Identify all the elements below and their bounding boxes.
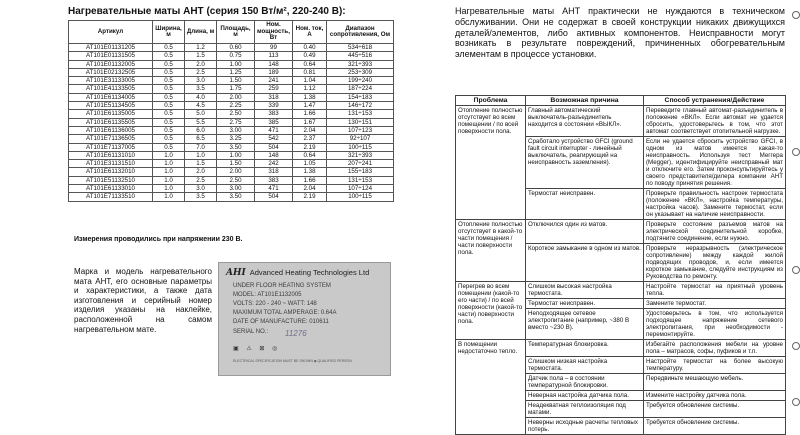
- spec-row: [69, 168, 394, 176]
- spec-cell: 4.5: [185, 102, 217, 110]
- spec-cell: 0.5: [153, 126, 185, 134]
- spec-cell: AT101E71133510: [69, 193, 153, 201]
- action-cell: Измените настройку датчика пола.: [644, 391, 786, 401]
- label-company: Advanced Heating Technologies Ltd: [249, 268, 370, 277]
- spec-cell: 4.0: [185, 93, 217, 101]
- spec-cell: 2.0: [185, 60, 217, 68]
- spec-cell: 1.04: [293, 77, 327, 85]
- spec-cell: 471: [255, 185, 293, 193]
- spec-cell: 1.0: [153, 160, 185, 168]
- spec-cell: 1.00: [217, 60, 255, 68]
- spec-cell: 1.47: [293, 102, 327, 110]
- action-cell: Избегайте расположения мебели на уровне пола – матрасов, софы, пуфиков и т.п.: [644, 340, 786, 357]
- spec-cell: 3.0: [185, 77, 217, 85]
- spec-cell: 1.05: [293, 160, 327, 168]
- problem-cell: Отопление полностью отсутствует в какой-то части помещения / части поверхности пола.: [456, 220, 526, 282]
- action-cell: Удостоверьтесь в том, что используется подходящее напряжение сетевого электропитания, при необходимости - перемонтируйте.: [644, 309, 786, 340]
- spec-row: [69, 102, 394, 110]
- spec-cell: 2.19: [293, 143, 327, 151]
- spec-row: [69, 52, 394, 60]
- spec-cell: 0.5: [153, 110, 185, 118]
- trouble-body: [456, 106, 786, 435]
- spec-cell: 321÷393: [327, 60, 394, 68]
- cause-cell: Отключился один из матов.: [526, 220, 644, 244]
- spec-row: [69, 135, 394, 143]
- spec-cell: 321÷393: [327, 151, 394, 159]
- spec-cell: 0.5: [153, 68, 185, 76]
- spec-cell: 92÷107: [327, 135, 394, 143]
- spec-cell: 7.0: [185, 143, 217, 151]
- spec-cell: 199÷240: [327, 77, 394, 85]
- spec-cell: 0.64: [293, 151, 327, 159]
- spec-cell: 259: [255, 85, 293, 93]
- spec-cell: 0.40: [293, 44, 327, 52]
- spec-cell: AT101E02132505: [69, 68, 153, 76]
- problem-cell: В помещении недостаточно тепло.: [456, 340, 526, 435]
- spec-cell: AT101E41133505: [69, 85, 153, 93]
- brand-logo: AHI: [226, 268, 246, 278]
- spec-row: [69, 44, 394, 52]
- spec-row: [69, 85, 394, 93]
- spec-cell: 154÷183: [327, 93, 394, 101]
- spec-cell: 5.5: [185, 118, 217, 126]
- scroll-marker-icon[interactable]: [792, 398, 800, 406]
- action-cell: Требуется обновление системы.: [644, 401, 786, 418]
- spec-cell: 148: [255, 151, 293, 159]
- spec-cell: 2.00: [217, 93, 255, 101]
- spec-cell: 0.60: [217, 44, 255, 52]
- spec-cell: 131÷153: [327, 176, 394, 184]
- spec-cell: 1.75: [217, 85, 255, 93]
- label-header: [226, 268, 369, 278]
- action-cell: Если не удается сбросить устройство GFCI, в одном из матов имеется какая-то неисправность. Используя тест Меггера (Megger), идентифицируйте неисправный мат и отключите его. Затем проконсультируйтесь у своего представителя/дилера компании AHT по поводу принятия решения.: [644, 137, 786, 189]
- cause-cell: Неверны исходные расчеты тепловых потерь.: [526, 418, 644, 435]
- cause-cell: Температурная блокировка.: [526, 340, 644, 357]
- label-line: MODEL: AT101E1132005: [233, 292, 302, 298]
- cause-cell: Неадекватная теплоизоляция под матами.: [526, 401, 644, 418]
- action-cell: Переведите главный автомат-разъединитель в положение «ВКЛ». Если автомат не удается сбросить, удостоверьтесь в том, что этот автомат соответствует отопительной нагрузке.: [644, 106, 786, 137]
- spec-cell: 383: [255, 176, 293, 184]
- spec-row: [69, 151, 394, 159]
- spec-cell: 3.00: [217, 126, 255, 134]
- spec-cell: 0.5: [153, 93, 185, 101]
- spec-cell: AT101E61133010: [69, 185, 153, 193]
- spec-row: [69, 143, 394, 151]
- spec-cell: 0.5: [153, 52, 185, 60]
- spec-cell: 187÷224: [327, 85, 394, 93]
- spec-cell: 146÷172: [327, 102, 394, 110]
- spec-cell: 445÷516: [327, 52, 394, 60]
- spec-row: [69, 77, 394, 85]
- spec-cell: 0.81: [293, 68, 327, 76]
- scroll-marker-icon[interactable]: [792, 266, 800, 274]
- label-line: VOLTS: 220 - 240 ~ WATT: 148: [233, 301, 317, 307]
- certification-icons: [233, 345, 353, 355]
- trouble-header-cell: Способ устранения/Действие: [644, 96, 786, 106]
- problem-cell: Перегрев во всем помещении (какой-то его части) / по всей поверхности (какой-то части) поверхности пола.: [456, 282, 526, 340]
- spec-cell: 534÷618: [327, 44, 394, 52]
- spec-cell: 148: [255, 60, 293, 68]
- spec-cell: 1.25: [217, 68, 255, 76]
- spec-cell: 1.12: [293, 85, 327, 93]
- action-cell: Замените термостат.: [644, 299, 786, 309]
- spec-cell: 2.75: [217, 118, 255, 126]
- spec-cell: 6.0: [185, 126, 217, 134]
- spec-cell: 1.0: [153, 185, 185, 193]
- spec-cell: AT101E01131505: [69, 52, 153, 60]
- spec-cell: 504: [255, 193, 293, 201]
- spec-cell: 2.19: [293, 193, 327, 201]
- spec-cell: 0.5: [153, 135, 185, 143]
- spec-cell: 1.5: [185, 160, 217, 168]
- spec-cell: 253÷309: [327, 68, 394, 76]
- handwritten-serial: 11276: [285, 329, 307, 338]
- spec-cell: AT101E51132510: [69, 176, 153, 184]
- cause-cell: Сработало устройство GFCI (ground fault circuit interrupter - линейный выключатель, реагирующий на неисправность заземления).: [526, 137, 644, 189]
- spec-cell: 2.50: [217, 110, 255, 118]
- spec-cell: 0.5: [153, 77, 185, 85]
- spec-cell: 383: [255, 110, 293, 118]
- spec-cell: AT101E61135505: [69, 118, 153, 126]
- spec-cell: 1.38: [293, 168, 327, 176]
- spec-row: [69, 160, 394, 168]
- spec-cell: 1.0: [153, 151, 185, 159]
- scroll-marker-icon[interactable]: [792, 342, 800, 350]
- scroll-marker-icon[interactable]: [792, 148, 800, 156]
- spec-header-cell: Длина, м: [185, 21, 217, 44]
- action-cell: Передвиньте мешающую мебель.: [644, 374, 786, 391]
- spec-cell: 1.00: [217, 151, 255, 159]
- spec-cell: AT101E71136505: [69, 135, 153, 143]
- mats-spec-table: [68, 20, 394, 202]
- spec-header-cell: Ном. ток, А: [293, 21, 327, 44]
- trouble-header-row: [456, 96, 786, 106]
- spec-header-row: [69, 21, 394, 44]
- spec-cell: 0.5: [153, 60, 185, 68]
- cause-cell: Датчик пола – в состоянии температурной блокировки.: [526, 374, 644, 391]
- trouble-header-cell: Возможная причина: [526, 96, 644, 106]
- measurement-note: Измерения проводились при напряжении 230 В.: [74, 236, 243, 243]
- action-cell: Настройте термостат на более высокую температуру.: [644, 357, 786, 374]
- spec-cell: 0.49: [293, 52, 327, 60]
- label-line: DATE OF MANUFACTURE: 010611: [233, 319, 329, 325]
- spec-cell: 3.5: [185, 193, 217, 201]
- spec-cell: 130÷151: [327, 118, 394, 126]
- spec-cell: 1.50: [217, 160, 255, 168]
- spec-cell: 1.0: [153, 168, 185, 176]
- spec-cell: 99: [255, 44, 293, 52]
- spec-cell: 5.0: [185, 110, 217, 118]
- label-line: SERIAL NO.:: [233, 329, 269, 335]
- spec-cell: AT101E31133005: [69, 77, 153, 85]
- spec-row: [69, 68, 394, 76]
- spec-header-cell: Ширина, м: [153, 21, 185, 44]
- spec-cell: 6.5: [185, 135, 217, 143]
- action-cell: Проверьте неразрывность (электрическое сопротивление) между каждой жилой подводящих проводов, и, если имеется короткое замыкание, следуйте инструкциям из Руководства по ремонту.: [644, 244, 786, 282]
- spec-header-cell: Площадь, м: [217, 21, 255, 44]
- spec-cell: AT101E51134505: [69, 102, 153, 110]
- marking-paragraph: Марка и модель нагревательного мата АНТ, его основные параметры и характеристики, а также дата изготовления и серийный номер изделия указаны на наклейке, расположенной на самом нагревательном мате.: [74, 267, 212, 334]
- trouble-row: [456, 106, 786, 137]
- action-cell: Требуется обновление системы.: [644, 418, 786, 435]
- spec-header-cell: Ном. мощность, Вт: [255, 21, 293, 44]
- spec-cell: 242: [255, 160, 293, 168]
- cause-cell: Слишком высокая настройка термостата.: [526, 282, 644, 299]
- spec-cell: 2.0: [185, 168, 217, 176]
- cause-cell: Главный автоматический выключатель-разъединитель находится в состоянии «ВЫКЛ».: [526, 106, 644, 137]
- spec-cell: 2.50: [217, 176, 255, 184]
- spec-cell: 1.5: [185, 52, 217, 60]
- spec-cell: AT101E61136005: [69, 126, 153, 134]
- spec-body: [69, 44, 394, 202]
- troubleshooting-table: [455, 95, 786, 435]
- spec-cell: AT101E01132005: [69, 60, 153, 68]
- spec-cell: 2.04: [293, 126, 327, 134]
- cause-cell: Слишком низкая настройка термостата.: [526, 357, 644, 374]
- spec-cell: 113: [255, 52, 293, 60]
- spec-cell: 3.5: [185, 85, 217, 93]
- spec-cell: 2.00: [217, 168, 255, 176]
- spec-cell: 131÷153: [327, 110, 394, 118]
- spec-header-cell: Диапазон сопротивления, Ом: [327, 21, 394, 44]
- spec-cell: 2.04: [293, 185, 327, 193]
- cause-cell: Неподходящее сетевое электропитание (например, ~380 В вместо ~230 В).: [526, 309, 644, 340]
- cause-cell: Термостат неисправен.: [526, 189, 644, 220]
- spec-cell: 542: [255, 135, 293, 143]
- trouble-row: [456, 282, 786, 299]
- spec-cell: 2.5: [185, 68, 217, 76]
- maintenance-intro: Нагревательные маты АНТ практически не нуждаются в техническом обслуживании. Они не содержат в своей конструкции никаких движущихся деталей/элементов, либо активных компонентов. Неисправности могут возникать в результате повреждений, причиненных обогревательным элементам в процессе установки.: [455, 6, 785, 60]
- label-fine-print: ELECTRICAL SPECIFICATION MUST BE SHOWN ◆ QUALIFIED PERSON: [233, 359, 352, 363]
- spec-cell: AT101E31131510: [69, 160, 153, 168]
- spec-cell: 207÷241: [327, 160, 394, 168]
- spec-cell: 3.50: [217, 193, 255, 201]
- spec-cell: 241: [255, 77, 293, 85]
- spec-cell: 1.50: [217, 77, 255, 85]
- spec-header-cell: Артикул: [69, 21, 153, 44]
- spec-row: [69, 110, 394, 118]
- spec-cell: 0.5: [153, 85, 185, 93]
- spec-cell: 0.5: [153, 44, 185, 52]
- spec-cell: 2.37: [293, 135, 327, 143]
- trouble-row: [456, 340, 786, 357]
- action-cell: Настройте термостат на приятный уровень тепла.: [644, 282, 786, 299]
- spec-cell: 155÷183: [327, 168, 394, 176]
- spec-row: [69, 93, 394, 101]
- spec-cell: 100÷115: [327, 143, 394, 151]
- ul-mark-icon: ◎: [272, 346, 278, 352]
- label-line: MAXIMUM TOTAL AMPERAGE: 0.64A: [233, 310, 337, 316]
- trouble-header-cell: Проблема: [456, 96, 526, 106]
- product-label-photo: [218, 262, 391, 376]
- spec-cell: AT101E61132010: [69, 168, 153, 176]
- action-cell: Проверьте правильность настроек термостата (положение «ВКЛ», настройка температуры, настройка часов). Замените термостат, если он указывает на наличие неисправности.: [644, 189, 786, 220]
- spec-cell: 0.5: [153, 118, 185, 126]
- spec-cell: AT101E01131205: [69, 44, 153, 52]
- scroll-marker-icon[interactable]: [792, 11, 800, 19]
- spec-row: [69, 193, 394, 201]
- spec-cell: 1.66: [293, 176, 327, 184]
- spec-cell: 2.5: [185, 176, 217, 184]
- spec-cell: 189: [255, 68, 293, 76]
- spec-cell: 107÷124: [327, 185, 394, 193]
- spec-cell: 3.0: [185, 185, 217, 193]
- label-line: UNDER FLOOR HEATING SYSTEM: [233, 283, 331, 289]
- spec-cell: AT101E61134005: [69, 93, 153, 101]
- spec-cell: 3.50: [217, 143, 255, 151]
- spec-cell: AT101E71137005: [69, 143, 153, 151]
- spec-cell: 1.67: [293, 118, 327, 126]
- spec-cell: AT101E61135005: [69, 110, 153, 118]
- spec-row: [69, 118, 394, 126]
- spec-cell: AT101E61131010: [69, 151, 153, 159]
- spec-cell: 1.0: [153, 176, 185, 184]
- spec-cell: 1.66: [293, 110, 327, 118]
- spec-cell: 1.0: [185, 151, 217, 159]
- spec-cell: 1.38: [293, 93, 327, 101]
- spec-cell: 107÷123: [327, 126, 394, 134]
- cause-cell: Короткое замыкание в одном из матов.: [526, 244, 644, 282]
- ce-mark-icon: ▣: [233, 346, 239, 352]
- warning-icon: ⚠: [246, 346, 252, 352]
- spec-row: [69, 185, 394, 193]
- spec-cell: 2.25: [217, 102, 255, 110]
- cause-cell: Неверная настройка датчика пола.: [526, 391, 644, 401]
- cause-cell: Термостат неисправен.: [526, 299, 644, 309]
- spec-cell: 0.75: [217, 52, 255, 60]
- spec-cell: 0.5: [153, 143, 185, 151]
- spec-row: [69, 126, 394, 134]
- spec-cell: 100÷115: [327, 193, 394, 201]
- spec-cell: 385: [255, 118, 293, 126]
- trouble-row: [456, 220, 786, 244]
- spec-cell: 0.5: [153, 102, 185, 110]
- spec-row: [69, 60, 394, 68]
- problem-cell: Отопление полностью отсутствует во всем помещении / по всей поверхности пола.: [456, 106, 526, 220]
- spec-cell: 318: [255, 168, 293, 176]
- spec-row: [69, 176, 394, 184]
- spec-cell: 471: [255, 126, 293, 134]
- mats-table-title: Нагревательные маты АНТ (серия 150 Вт/м², 220-240 В):: [68, 6, 346, 17]
- spec-cell: 3.25: [217, 135, 255, 143]
- spec-cell: 3.00: [217, 185, 255, 193]
- spec-cell: 504: [255, 143, 293, 151]
- spec-cell: 0.64: [293, 60, 327, 68]
- action-cell: Проверьте состояние разъемов матов на электрической соединительной коробке, подтяните соединение, если нужно.: [644, 220, 786, 244]
- spec-cell: 1.0: [153, 193, 185, 201]
- spec-cell: 339: [255, 102, 293, 110]
- spec-cell: 318: [255, 93, 293, 101]
- spec-cell: 1.2: [185, 44, 217, 52]
- bin-icon: ⊠: [259, 346, 265, 352]
